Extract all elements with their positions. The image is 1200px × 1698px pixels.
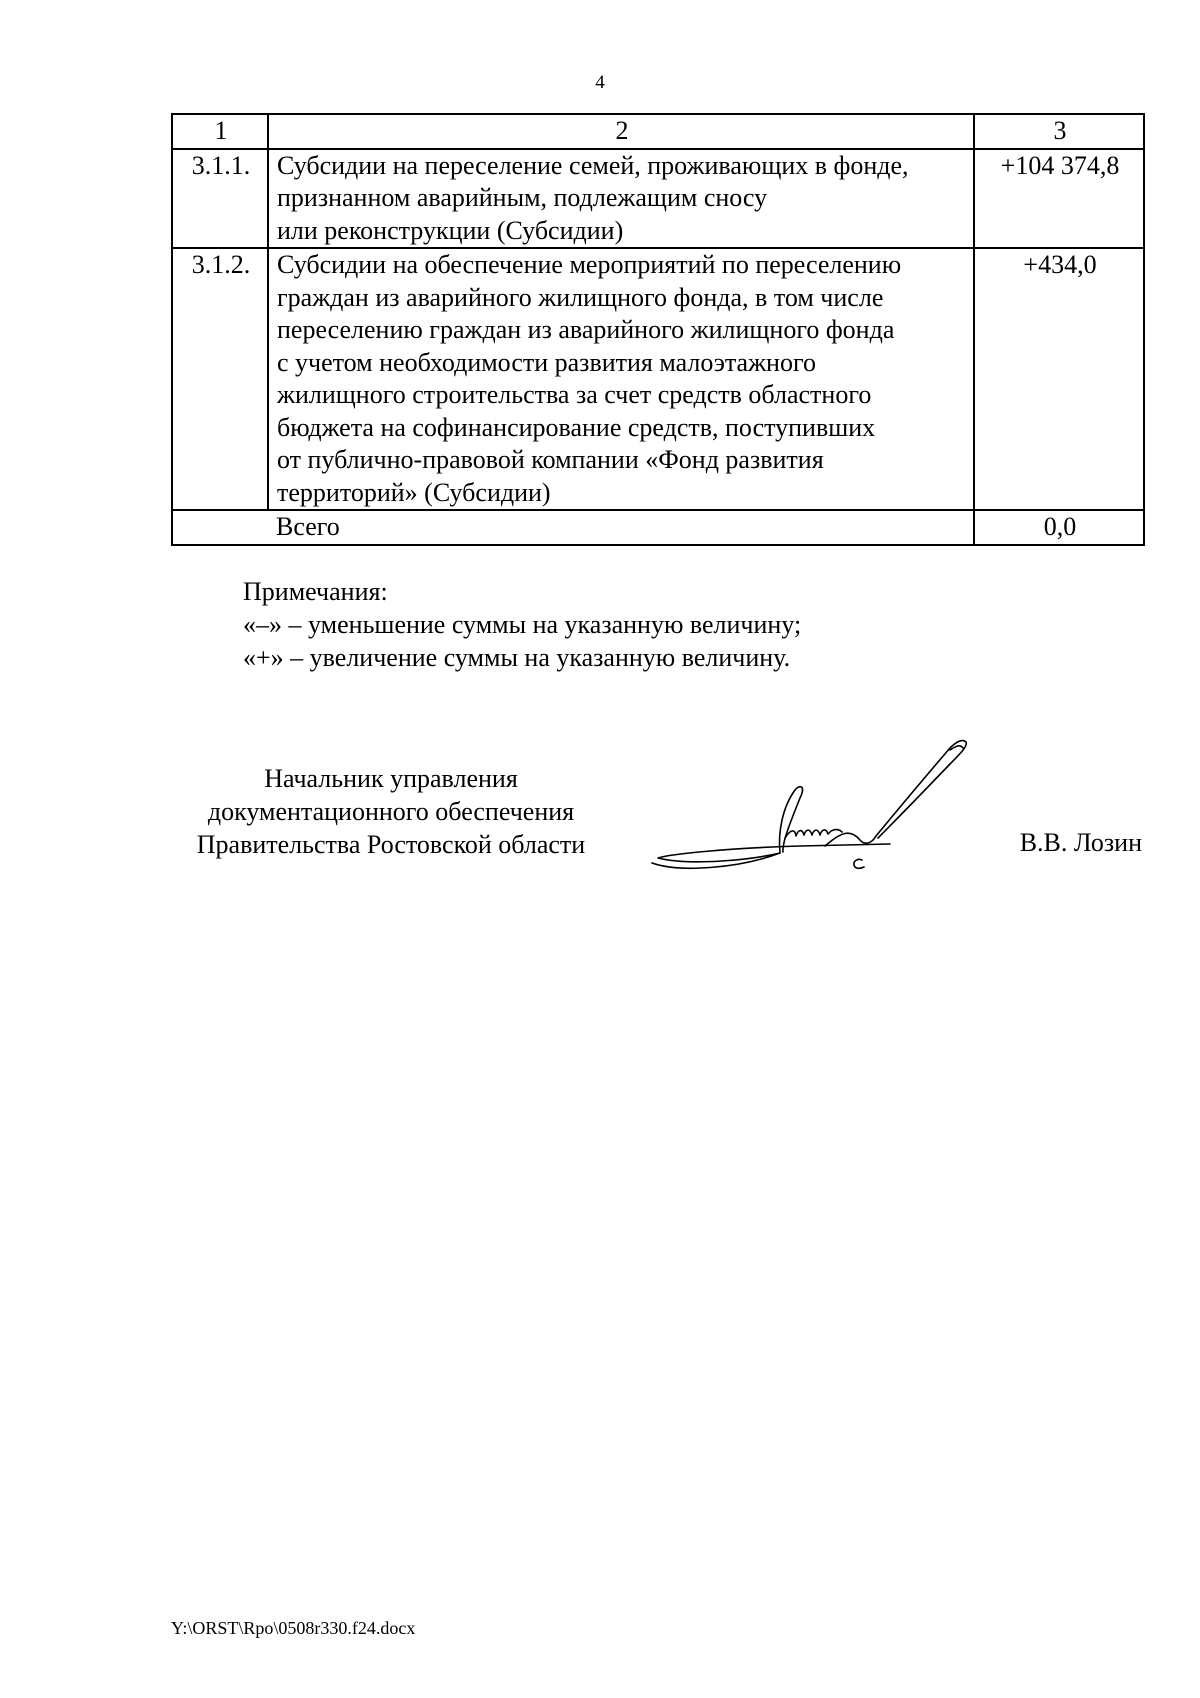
header-col-3: 3 <box>974 114 1144 149</box>
description-line: Субсидии на обеспечение мероприятий по переселению <box>277 250 902 279</box>
footer-file-path: Y:\ORST\Rpo\0508r330.f24.docx <box>171 1618 416 1638</box>
table-row <box>172 248 1144 510</box>
description-line: бюджета на софинансирование средств, поступивших <box>277 412 876 442</box>
note-decrease: «–» – уменьшение суммы на указанную величину; <box>243 610 802 639</box>
signatory-title-line: Правительства Ростовской области <box>196 830 586 859</box>
description-line: жилищного строительства за счет средств областного <box>277 380 872 409</box>
header-col-2: 2 <box>268 114 974 149</box>
page-number: 4 <box>595 72 605 93</box>
table-total-row <box>172 510 1144 545</box>
notes-section <box>243 575 801 674</box>
note-increase: «+» – увеличение суммы на указанную величину. <box>243 643 791 672</box>
signatory-title-line: документационного обеспечения <box>207 797 575 826</box>
description-line: от публично-правовой компании «Фонд развития <box>277 445 824 474</box>
description-line: с учетом необходимости развития малоэтажного <box>277 347 816 377</box>
signatory-title-line: Начальник управления <box>264 764 518 793</box>
row-number: 3.1.2. <box>172 248 268 510</box>
row-description <box>268 149 974 249</box>
description-line: граждан из аварийного жилищного фонда, в том числе <box>277 282 884 312</box>
row-value: +434,0 <box>974 248 1144 510</box>
description-line: или реконструкции (Субсидии) <box>277 215 624 245</box>
description-line: признанном аварийным, подлежащим сносу <box>277 183 768 212</box>
total-empty-cell <box>172 510 268 545</box>
row-description <box>268 248 974 510</box>
table-row <box>172 149 1144 249</box>
table-header-row <box>172 114 1144 149</box>
row-number: 3.1.1. <box>172 149 268 249</box>
description-line: переселению граждан из аварийного жилищного фонда <box>277 315 895 344</box>
signatory-name: В.В. Лозин <box>1019 828 1142 857</box>
signatory-title <box>171 762 611 861</box>
description-line: Субсидии на переселение семей, проживающих в фонде, <box>277 150 909 180</box>
handwritten-signature <box>650 728 980 878</box>
notes-title: Примечания: <box>243 577 388 606</box>
total-label: Всего <box>268 510 974 545</box>
description-line: территорий» (Субсидии) <box>277 477 551 507</box>
total-value: 0,0 <box>974 510 1144 545</box>
header-col-1: 1 <box>172 114 268 149</box>
budget-table <box>171 113 1145 546</box>
row-value: +104 374,8 <box>974 149 1144 249</box>
